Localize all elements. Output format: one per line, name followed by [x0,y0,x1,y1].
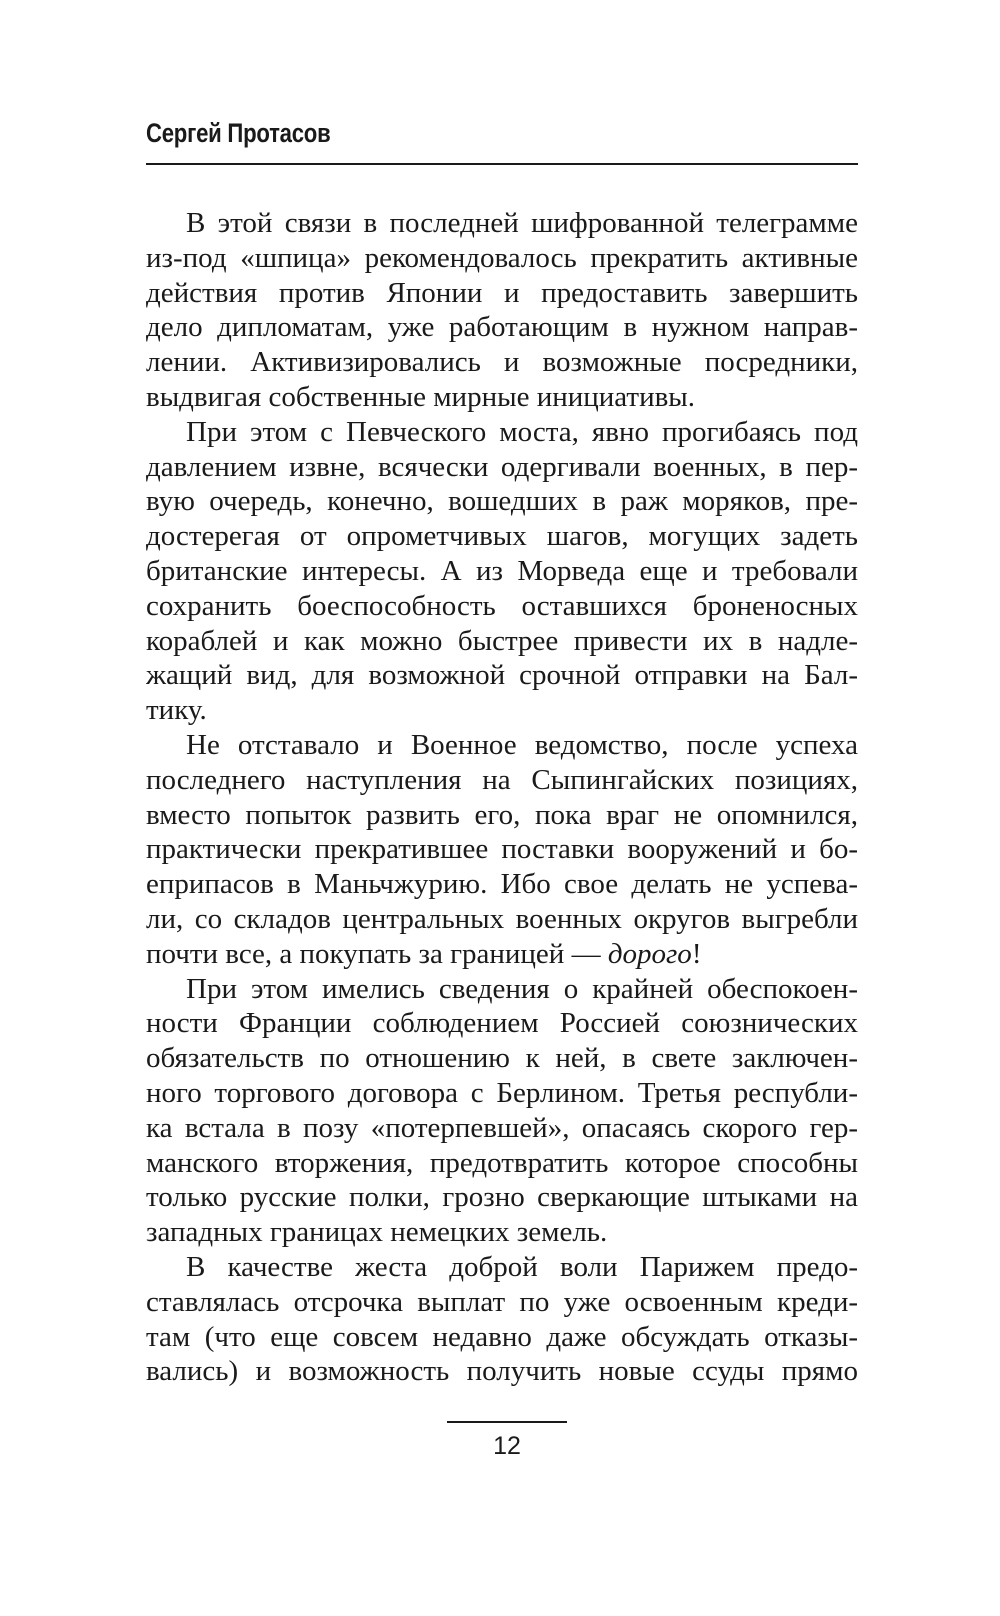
text-line: В этой связи в последней шифрованной телеграмме [186,207,858,239]
text-line: вались) и возможность получить новые ссуды прямо [146,1355,858,1388]
text-line-suffix: ! [691,937,702,970]
text-line: вую очередь, конечно, вошедших в раж моряков, пре- [146,485,858,518]
header-rule [146,163,858,165]
text-line: При этом с Певческого моста, явно прогибаясь под [186,415,858,448]
text-line: последнего наступления на Сыпингайских позициях, [146,763,858,796]
text-line: из-под «шпица» рекомендовалось прекратить активные [146,241,858,274]
text-line: британские интересы. А из Морведа еще и требовали [146,554,858,587]
footer-rule [447,1421,567,1423]
text-line: действия против Японии и предоставить завершить [146,276,858,309]
emphasized-word: дорого [607,937,692,970]
text-line: только русские полки, грозно сверкающие штыками на [146,1181,858,1214]
page-number: 12 [493,1432,521,1460]
text-line: При этом имелись сведения о крайней обеспокоен- [186,972,858,1005]
text-line: лении. Активизировались и возможные посредники, [146,346,858,379]
text-line [146,937,858,972]
text-line: обязательств по отношению к ней, в свете заключен- [146,1042,858,1075]
text-line-prefix: почти все, а покупать за границей — [146,937,608,970]
text-line: достерегая от опрометчивых шагов, могущих задеть [146,520,858,553]
text-line: манского вторжения, предотвратить которое способны [146,1146,858,1179]
text-line: ности Франции соблюдением Россией союзнических [146,1007,858,1040]
text-line: еприпасов в Маньчжурию. Ибо свое делать не успева- [146,868,858,901]
text-line: ка встала в позу «потерпевшей», опасаясь скорого гер- [146,1111,858,1144]
text-line: кораблей и как можно быстрее привести их в надле- [146,624,858,657]
text-line: тику. [146,694,207,727]
text-line: дело дипломатам, уже работающим в нужном направ- [146,311,858,344]
text-line: сохранить боеспособность оставшихся броненосных [146,589,858,622]
text-line: вместо попыток развить его, пока враг не опомнился, [146,798,858,831]
text-line: ли, со складов центральных военных округов выгребли [146,902,858,935]
text-line: ного торгового договора с Берлином. Третья республи- [146,1076,858,1109]
text-line: выдвигая собственные мирные инициативы. [146,380,696,413]
text-line: практически прекратившее поставки вооружений и бо- [146,833,858,866]
text-line: Не отставало и Военное ведомство, после успеха [186,728,858,761]
text-line: там (что еще совсем недавно даже обсуждать отказы- [146,1320,858,1353]
text-line: ставлялась отсрочка выплат по уже освоенным креди- [146,1285,858,1318]
text-line: западных границах немецких земель. [146,1216,608,1249]
running-head-author: Сергей Протасов [146,118,331,148]
body-text [146,206,858,1389]
text-line: В качестве жеста доброй воли Парижем предо- [186,1250,858,1283]
text-line: жащий вид, для возможной срочной отправки на Бал- [146,659,858,692]
text-line: давлением извне, всячески одергивали военных, в пер- [146,450,858,483]
